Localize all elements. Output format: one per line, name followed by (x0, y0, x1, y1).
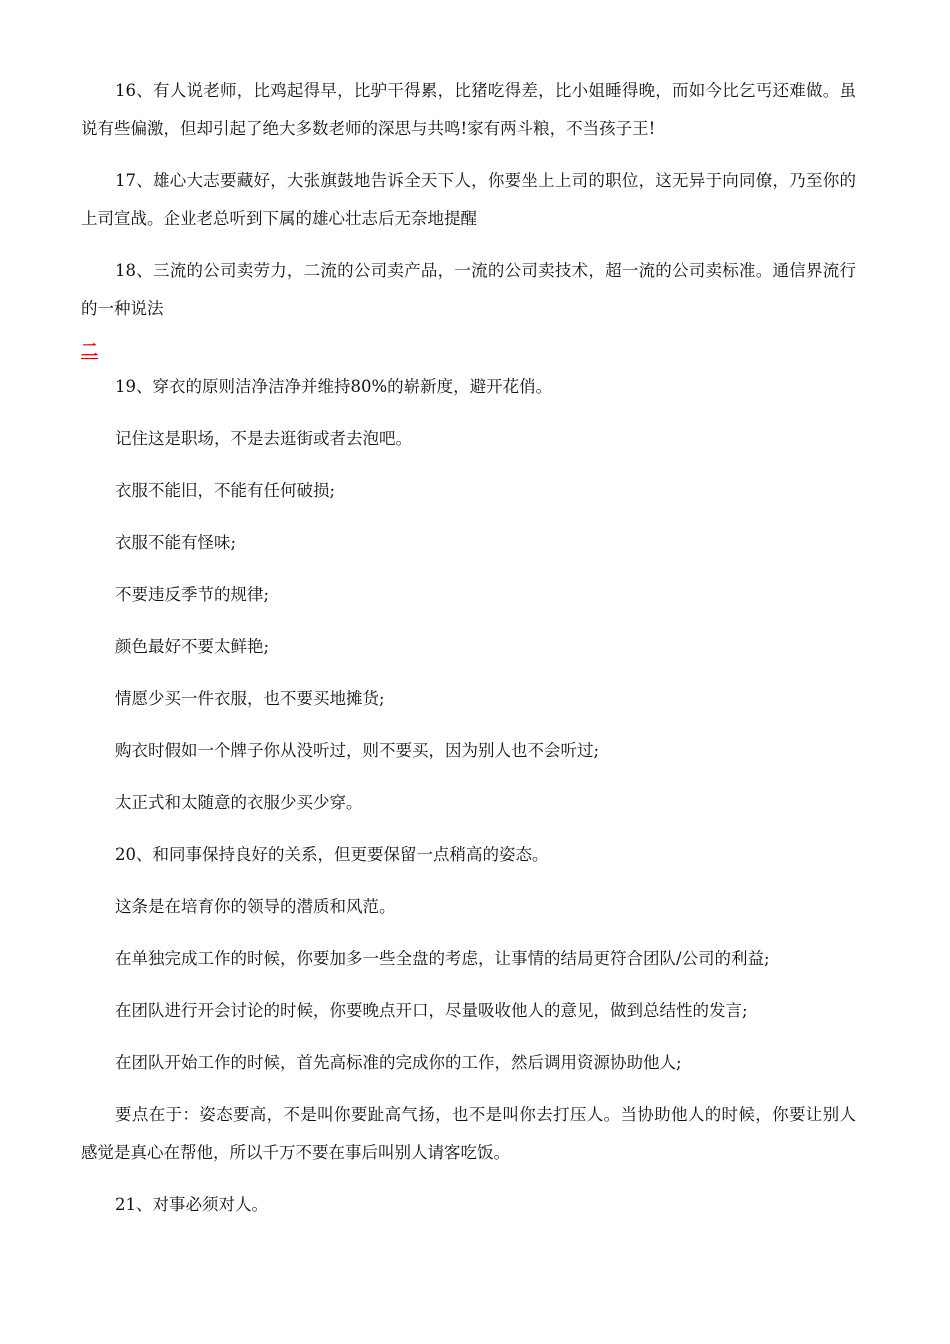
paragraph-line: 记住这是职场，不是去逛街或者去泡吧。 (115, 429, 412, 448)
paragraph-line: 要点在于：姿态要高，不是叫你要趾高气扬，也不是叫你去打压人。当协助他人的时候，你要让别人感觉是真心在帮他，所以千万不要在事后叫别人请客吃饭。 (81, 1105, 856, 1162)
paragraph-19: 19、穿衣的原则洁净洁净并维持80%的崭新度，避开花俏。 (115, 377, 553, 396)
section-heading: 二 (81, 341, 98, 361)
paragraph-line: 购衣时假如一个牌子你从没听过，则不要买，因为别人也不会听过; (115, 741, 600, 760)
paragraph-line: 衣服不能旧，不能有任何破损; (115, 481, 336, 500)
paragraph-line: 这条是在培育你的领导的潜质和风范。 (115, 897, 396, 916)
paragraph-20: 20、和同事保持良好的关系，但更要保留一点稍高的姿态。 (115, 845, 549, 864)
paragraph-line: 在团队开始工作的时候，首先高标准的完成你的工作，然后调用资源协助他人; (115, 1053, 682, 1072)
paragraph-17: 17、雄心大志要藏好，大张旗鼓地告诉全天下人，你要坐上上司的职位，这无异于向同僚，乃至你的上司宣战。企业老总听到下属的雄心壮志后无奈地提醒 (81, 171, 856, 228)
paragraph-line: 太正式和太随意的衣服少买少穿。 (115, 793, 363, 812)
paragraph-line: 在单独完成工作的时候，你要加多一些全盘的考虑，让事情的结局更符合团队/公司的利益; (115, 949, 770, 968)
paragraph-18: 18、三流的公司卖劳力，二流的公司卖产品，一流的公司卖技术，超一流的公司卖标准。通信界流行的一种说法 (81, 261, 856, 318)
paragraph-line: 在团队进行开会讨论的时候，你要晚点开口，尽量吸收他人的意见，做到总结性的发言; (115, 1001, 748, 1020)
document-page (81, 72, 856, 1238)
paragraph-line: 不要违反季节的规律; (115, 585, 270, 604)
paragraph-line: 情愿少买一件衣服，也不要买地摊货; (115, 689, 385, 708)
paragraph-16: 16、有人说老师，比鸡起得早，比驴干得累，比猪吃得差，比小姐睡得晚，而如今比乞丐还难做。虽说有些偏激，但却引起了绝大多数老师的深思与共鸣!家有两斗粮，不当孩子王! (81, 81, 856, 138)
paragraph-line: 衣服不能有怪味; (115, 533, 237, 552)
paragraph-line: 颜色最好不要太鲜艳; (115, 637, 270, 656)
paragraph-21: 21、对事必须对人。 (115, 1195, 268, 1214)
